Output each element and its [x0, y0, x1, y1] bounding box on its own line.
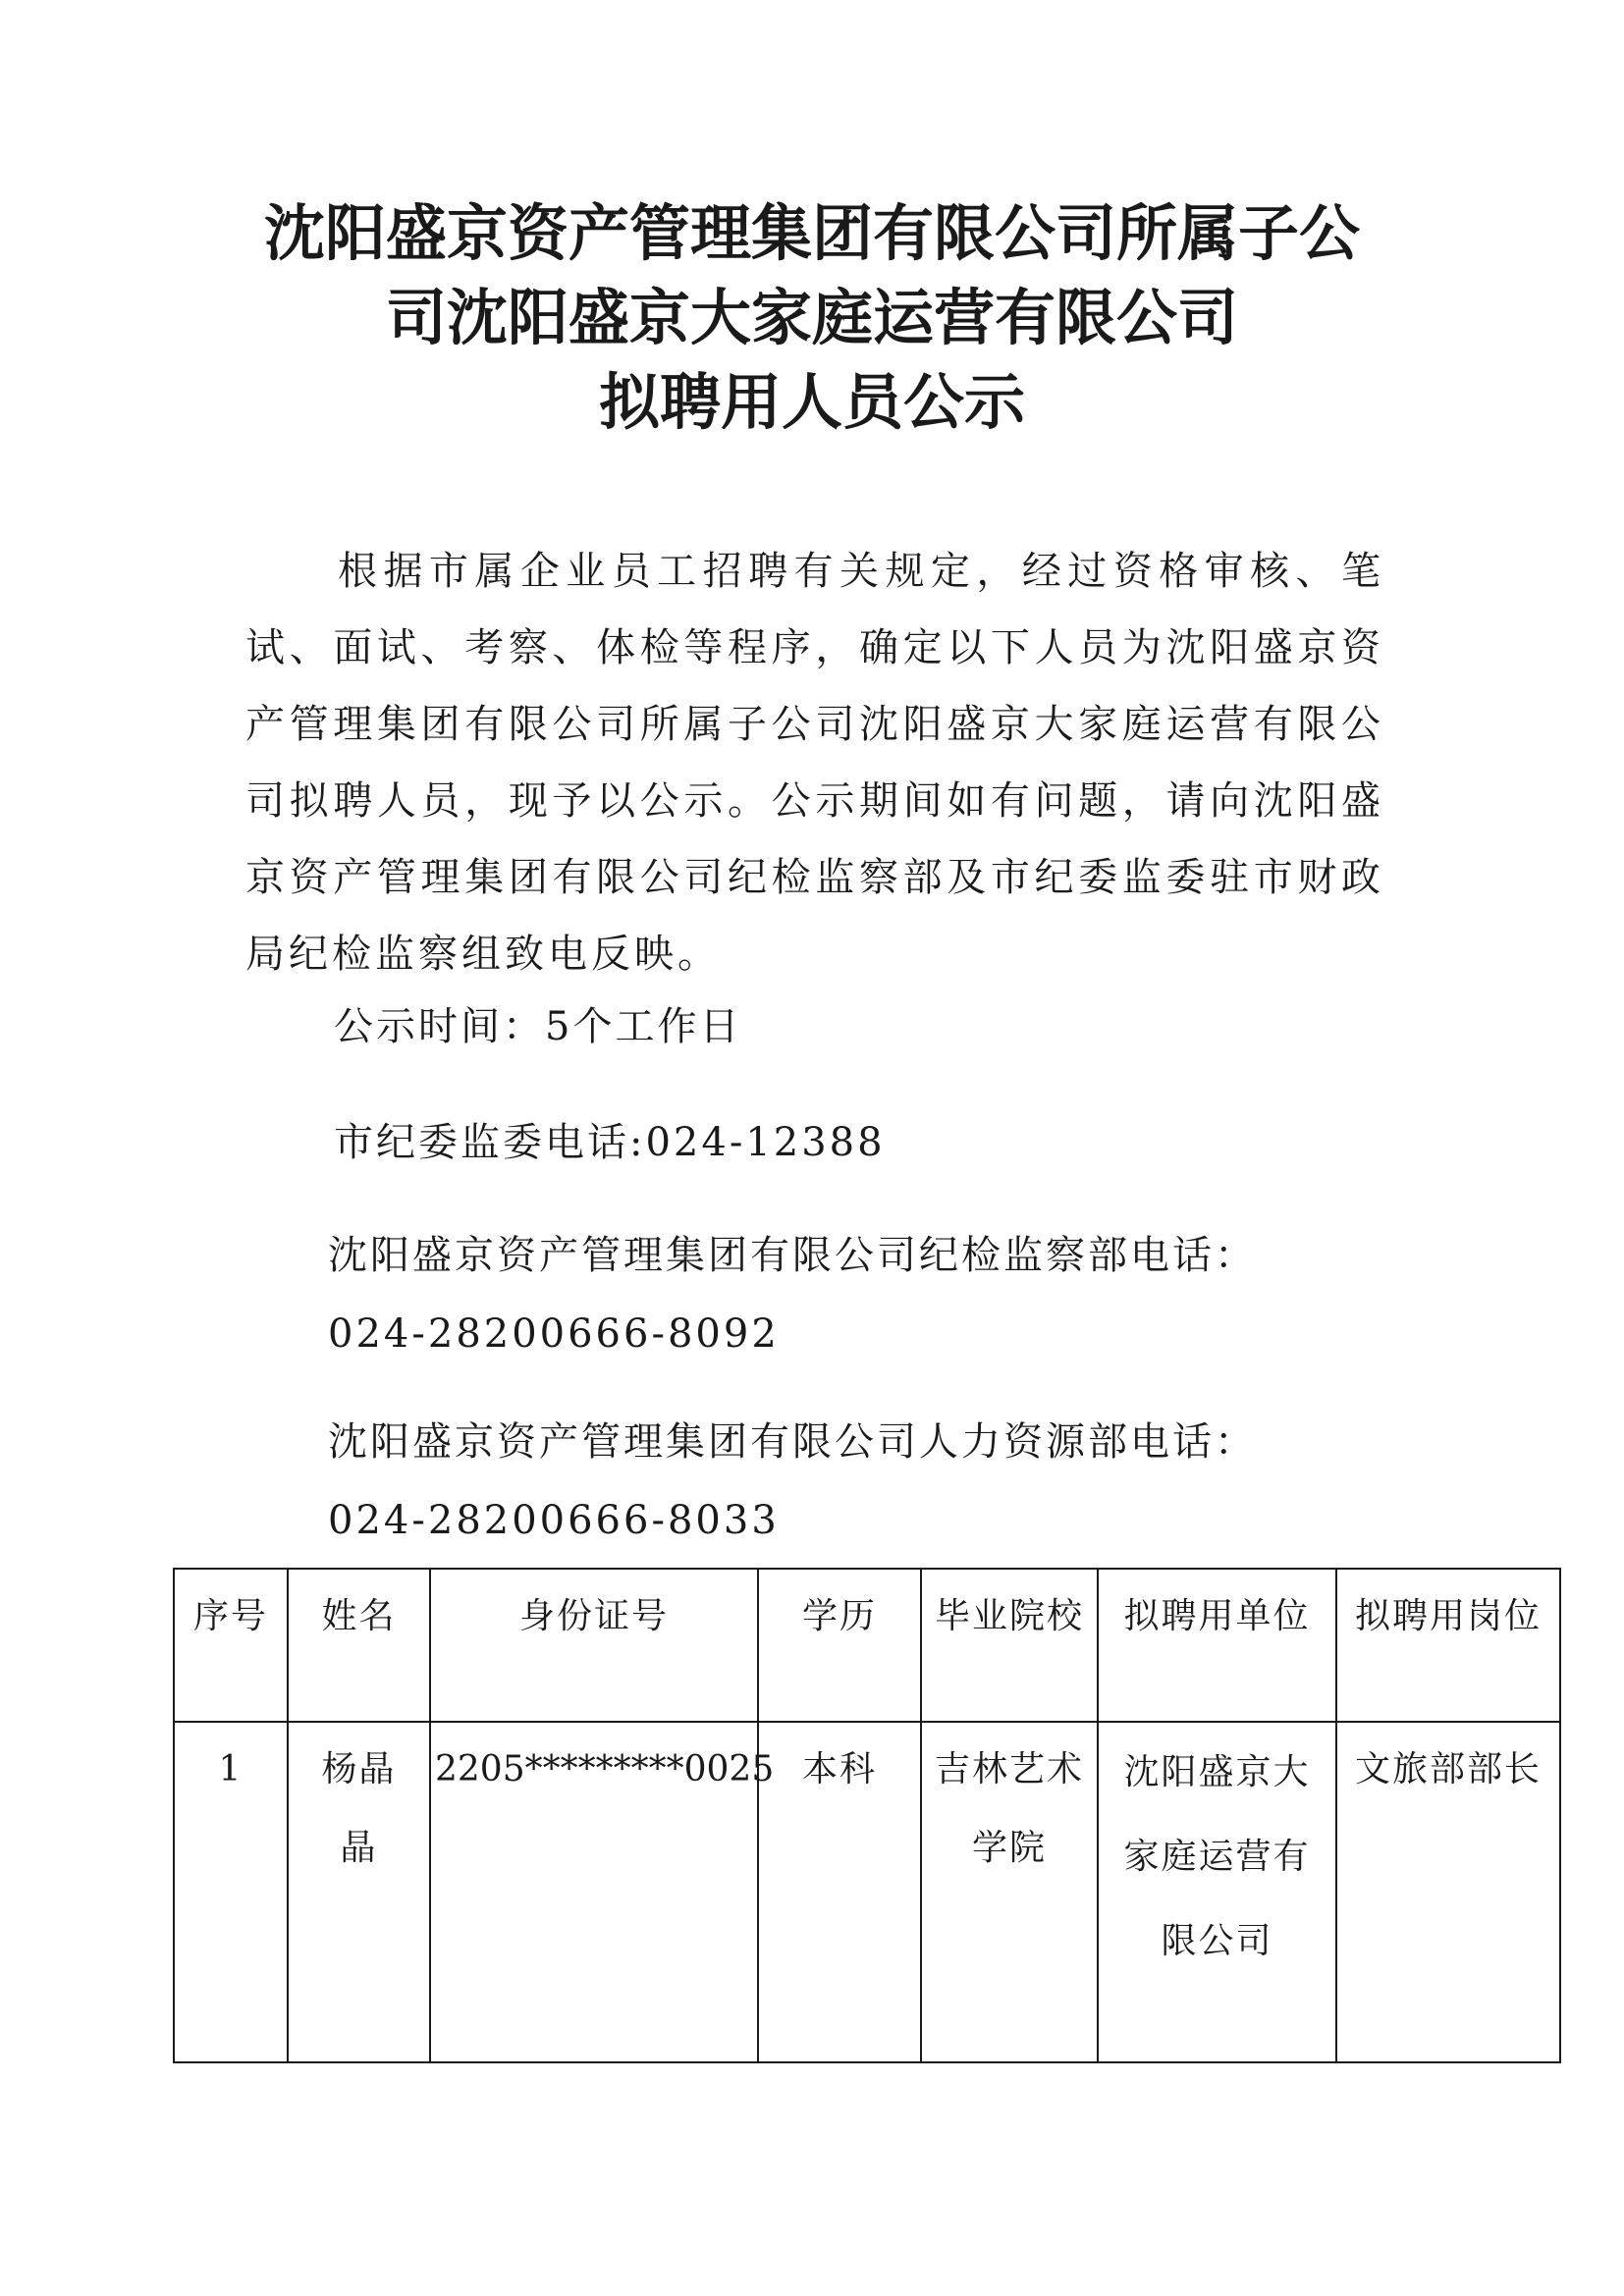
- cell-name: 杨晶晶: [288, 1722, 430, 2062]
- header-school: 毕业院校: [921, 1569, 1098, 1722]
- header-id-number: 身份证号: [430, 1569, 758, 1722]
- city-discipline-phone: 市纪委监委电话:024-12388: [334, 1120, 886, 1165]
- hire-roster-table: [173, 1568, 1561, 2063]
- table-row: [174, 1722, 1560, 2062]
- cell-id-number: 2205*********0025: [430, 1722, 758, 2062]
- cell-no: 1: [174, 1722, 288, 2062]
- cell-position: 文旅部部长: [1336, 1722, 1560, 2062]
- document-title: [147, 191, 1477, 445]
- header-education: 学历: [758, 1569, 921, 1722]
- cell-school: 吉林艺术学院: [921, 1722, 1098, 2062]
- discipline-dept-phone: 024-28200666-8092: [328, 1311, 780, 1357]
- header-position: 拟聘用岗位: [1336, 1569, 1560, 1722]
- title-line-2: 司沈阳盛京大家庭运营有限公司: [385, 282, 1238, 353]
- discipline-dept-label: 沈阳盛京资产管理集团有限公司纪检监察部电话：: [328, 1233, 1257, 1278]
- title-line-1: 沈阳盛京资产管理集团有限公司所属子公: [263, 197, 1360, 269]
- hr-dept-label: 沈阳盛京资产管理集团有限公司人力资源部电话：: [328, 1419, 1257, 1465]
- header-no: 序号: [174, 1569, 288, 1722]
- notice-body-paragraph: 根据市属企业员工招聘有关规定，经过资格审核、笔试、面试、考察、体检等程序，确定以下人员为沈阳盛京资产管理集团有限公司所属子公司沈阳盛京大家庭运营有限公司拟聘人员，现予以公示。公示期间如有问题，请向沈阳盛京资产管理集团有限公司纪检监察部及市纪委监委驻市财政局纪检监察组致电反映。: [245, 549, 1384, 977]
- cell-unit: 沈阳盛京大家庭运营有限公司: [1098, 1722, 1336, 2062]
- hr-dept-phone: 024-28200666-8033: [328, 1498, 780, 1543]
- cell-education: 本科: [758, 1722, 921, 2062]
- notice-period: 公示时间：5个工作日: [334, 1004, 742, 1049]
- title-line-3: 拟聘用人员公示: [598, 366, 1025, 438]
- header-name: 姓名: [288, 1569, 430, 1722]
- header-unit: 拟聘用单位: [1098, 1569, 1336, 1722]
- table-header-row: [174, 1569, 1560, 1722]
